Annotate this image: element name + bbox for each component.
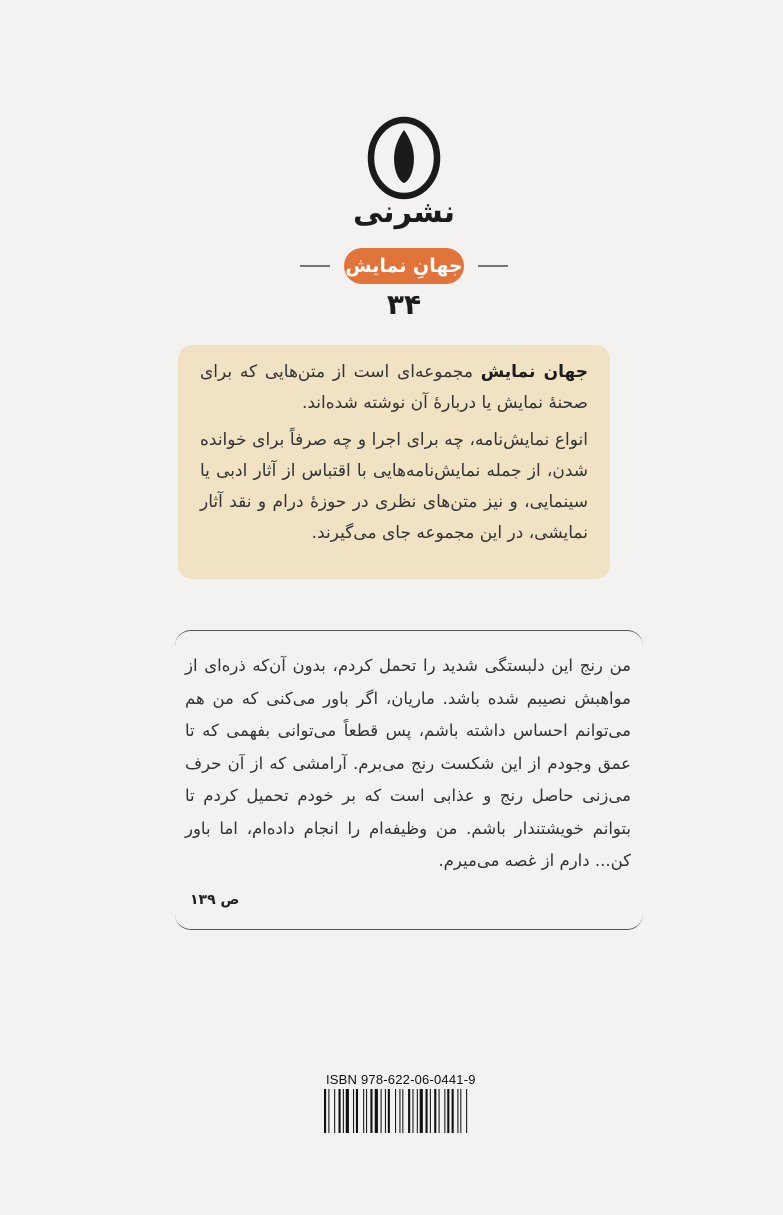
barcode-bar bbox=[439, 1089, 440, 1133]
series-banner bbox=[300, 248, 508, 284]
barcode-bar bbox=[328, 1089, 329, 1133]
barcode-bar bbox=[324, 1089, 326, 1133]
divider bbox=[478, 265, 508, 267]
intro-body: انواع نمایش‌نامه، چه برای اجرا و چه صرفاً برای خوانده شدن، از جمله نمایش‌نامه‌هایی با اقتباس از آثار ادبی یا سینمایی، و نیز متن‌های نظری در حوزهٔ درام و نقد آثار نمایشی، در این مجموعه جای می‌گیرند. bbox=[200, 430, 588, 543]
barcode-bar bbox=[356, 1089, 358, 1133]
barcode-bar bbox=[399, 1089, 400, 1133]
intro-lead-bold: جهان نمایش bbox=[480, 362, 588, 382]
barcode-bar bbox=[385, 1089, 386, 1133]
series-intro-box bbox=[178, 345, 610, 579]
quote-text: من رنج این دلبستگی شدید را تحمل کردم، بدون آن‌که ذره‌ای از مواهبش نصیبم شده باشد. ماریان، اگر باور می‌کنی که من هم می‌توانم احساس داشته باشم، پس قطعاً می‌توانی بفهمی که تا عمق وجودم از این شکست رنج می‌برم. آرامشی که از آن حرف می‌زنی حاصل رنج و عذابی است که بر خودم تحمیل کردم تا بتوانم خویشتندار باشم. من وظیفه‌ام را انجام داده‌ام، اما باور کن... دارم از غصه می‌میرم. bbox=[185, 656, 631, 870]
barcode-bar bbox=[375, 1089, 378, 1133]
barcode-bar bbox=[346, 1089, 349, 1133]
barcode-bar bbox=[412, 1089, 413, 1133]
series-number: ۳۴ bbox=[386, 288, 422, 321]
barcode-bar bbox=[430, 1089, 431, 1133]
barcode-bar bbox=[402, 1089, 403, 1133]
barcode-bar bbox=[366, 1089, 367, 1133]
barcode-bar bbox=[353, 1089, 354, 1133]
isbn-label: ISBN 978-622-06-0441-9 bbox=[326, 1072, 476, 1087]
barcode-bar bbox=[339, 1089, 341, 1133]
barcode-bar bbox=[381, 1089, 382, 1133]
barcode-bar bbox=[452, 1089, 454, 1133]
intro-paragraph bbox=[200, 357, 588, 419]
barcode-bar bbox=[370, 1089, 372, 1133]
intro-lead-rest: مجموعه‌ای است از متن‌هایی که برای صحنهٔ نمایش یا دربارهٔ آن نوشته شده‌اند. bbox=[200, 362, 588, 413]
divider bbox=[300, 265, 330, 267]
barcode-bar bbox=[447, 1089, 449, 1133]
barcode-bar bbox=[388, 1089, 390, 1133]
barcode-bar bbox=[343, 1089, 344, 1133]
barcode-bar bbox=[334, 1089, 335, 1133]
nashr-e-ney-logo-icon bbox=[366, 116, 442, 200]
barcode-bar bbox=[426, 1089, 428, 1133]
barcode-bar bbox=[460, 1089, 461, 1133]
publisher-name: نشرنی bbox=[352, 195, 456, 230]
barcode-bar bbox=[420, 1089, 423, 1133]
barcode-bar bbox=[417, 1089, 418, 1133]
quote-page-reference: ص ۱۳۹ bbox=[190, 892, 240, 908]
barcode-bar bbox=[457, 1089, 458, 1133]
series-name-badge: جهانِ نمایش bbox=[344, 248, 464, 284]
barcode-bar bbox=[363, 1089, 364, 1133]
barcode-icon bbox=[322, 1089, 508, 1133]
barcode-bar bbox=[395, 1089, 396, 1133]
barcode-bar bbox=[466, 1089, 467, 1133]
barcode-bar bbox=[434, 1089, 436, 1133]
barcode-bar bbox=[444, 1089, 445, 1133]
barcode-bar bbox=[408, 1089, 410, 1133]
